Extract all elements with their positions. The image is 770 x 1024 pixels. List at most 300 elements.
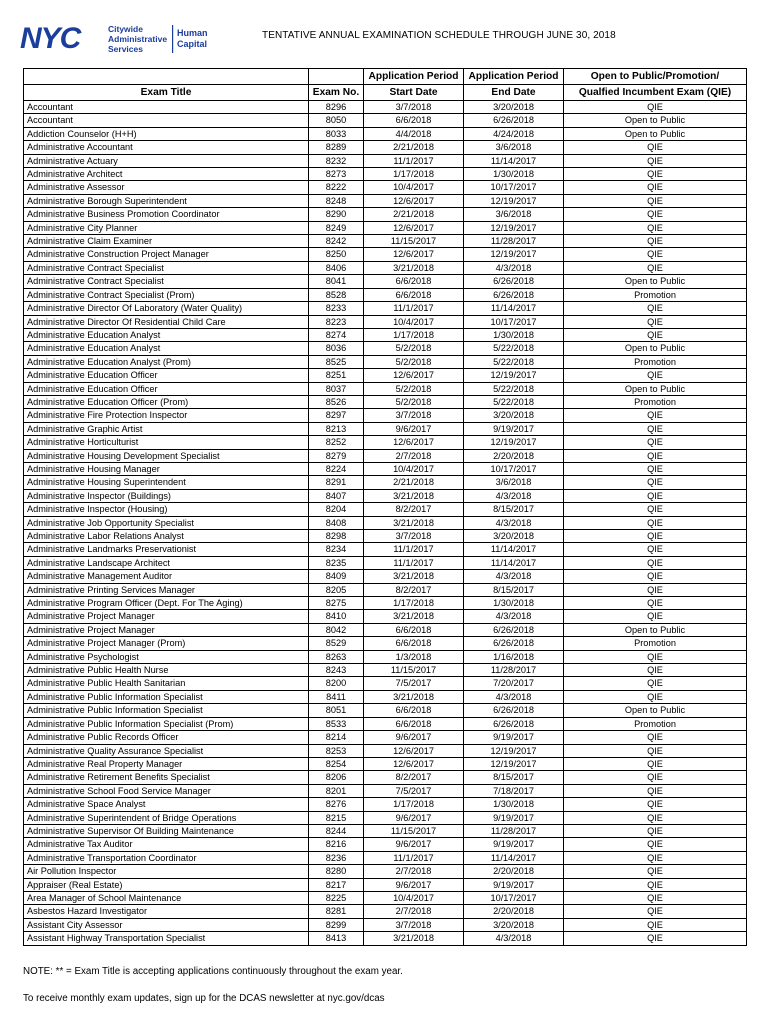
exam-type-cell: QIE — [564, 261, 747, 274]
exam-type-cell: Open to Public — [564, 275, 747, 288]
exam-type-cell: QIE — [564, 154, 747, 167]
table-row — [24, 838, 747, 851]
exam-type-cell: QIE — [564, 476, 747, 489]
start-date-cell: 2/7/2018 — [364, 865, 464, 878]
exam-no-cell: 8253 — [309, 744, 364, 757]
table-row — [24, 891, 747, 904]
exam-type-cell: QIE — [564, 878, 747, 891]
table-row — [24, 288, 747, 301]
exam-no-cell: 8409 — [309, 570, 364, 583]
table-row — [24, 784, 747, 797]
exam-title-cell: Administrative Public Information Specialist — [24, 704, 309, 717]
exam-no-cell: 8413 — [309, 932, 364, 945]
exam-type-cell: Open to Public — [564, 382, 747, 395]
exam-no-cell: 8213 — [309, 422, 364, 435]
end-date-cell: 3/20/2018 — [464, 918, 564, 931]
table-row — [24, 690, 747, 703]
table-row — [24, 422, 747, 435]
exam-title-cell: Administrative Housing Superintendent — [24, 476, 309, 489]
end-date-cell: 2/20/2018 — [464, 905, 564, 918]
start-date-cell: 5/2/2018 — [364, 355, 464, 368]
end-date-cell: 11/14/2017 — [464, 556, 564, 569]
start-date-cell: 6/6/2018 — [364, 275, 464, 288]
table-row — [24, 141, 747, 154]
exam-no-cell: 8290 — [309, 208, 364, 221]
exam-title-cell: Administrative Labor Relations Analyst — [24, 530, 309, 543]
end-date-cell: 1/30/2018 — [464, 597, 564, 610]
end-date-cell: 8/15/2017 — [464, 771, 564, 784]
end-date-cell: 3/6/2018 — [464, 141, 564, 154]
exam-type-cell: Open to Public — [564, 114, 747, 127]
end-date-cell: 4/24/2018 — [464, 127, 564, 140]
exam-title-cell: Administrative Education Officer — [24, 369, 309, 382]
table-row — [24, 717, 747, 730]
exam-title-cell: Administrative Claim Examiner — [24, 235, 309, 248]
exam-title-cell: Administrative Contract Specialist — [24, 261, 309, 274]
table-row — [24, 932, 747, 945]
exam-title-cell: Administrative Inspector (Housing) — [24, 503, 309, 516]
exam-title-cell: Administrative Project Manager — [24, 623, 309, 636]
start-date-cell: 3/21/2018 — [364, 932, 464, 945]
exam-title-cell: Administrative Job Opportunity Specialist — [24, 516, 309, 529]
table-row — [24, 918, 747, 931]
end-date-cell: 9/19/2017 — [464, 422, 564, 435]
exam-no-cell: 8525 — [309, 355, 364, 368]
start-date-cell: 3/7/2018 — [364, 101, 464, 114]
table-row — [24, 570, 747, 583]
exam-no-cell: 8254 — [309, 757, 364, 770]
end-date-cell: 7/18/2017 — [464, 784, 564, 797]
exam-no-cell: 8279 — [309, 449, 364, 462]
exam-title-cell: Administrative Construction Project Manager — [24, 248, 309, 261]
exam-type-cell: QIE — [564, 181, 747, 194]
start-date-cell: 3/21/2018 — [364, 261, 464, 274]
table-row — [24, 664, 747, 677]
exam-no-cell: 8248 — [309, 194, 364, 207]
table-row — [24, 610, 747, 623]
logo-wordmark: NYC — [20, 22, 81, 55]
end-date-cell: 11/28/2017 — [464, 664, 564, 677]
footnote: NOTE: ** = Exam Title is accepting applications continuously throughout the exam year. — [23, 966, 403, 977]
exam-title-cell: Administrative Landscape Architect — [24, 556, 309, 569]
header-exam-title: Exam Title — [24, 85, 309, 101]
start-date-cell: 5/2/2018 — [364, 342, 464, 355]
exam-no-cell: 8223 — [309, 315, 364, 328]
exam-type-cell: QIE — [564, 784, 747, 797]
table-row — [24, 101, 747, 114]
table-row — [24, 731, 747, 744]
header-end-date: End Date — [464, 85, 564, 101]
table-row — [24, 637, 747, 650]
start-date-cell: 2/7/2018 — [364, 905, 464, 918]
exam-no-cell: 8050 — [309, 114, 364, 127]
start-date-cell: 8/2/2017 — [364, 503, 464, 516]
table-row — [24, 811, 747, 824]
start-date-cell: 4/4/2018 — [364, 127, 464, 140]
exam-title-cell: Administrative Education Officer (Prom) — [24, 395, 309, 408]
end-date-cell: 5/22/2018 — [464, 382, 564, 395]
table-row — [24, 744, 747, 757]
start-date-cell: 11/1/2017 — [364, 543, 464, 556]
exam-schedule-table — [23, 68, 747, 946]
exam-title-cell: Administrative Public Information Specialist — [24, 690, 309, 703]
exam-title-cell: Administrative Horticulturist — [24, 436, 309, 449]
end-date-cell: 4/3/2018 — [464, 261, 564, 274]
exam-no-cell: 8276 — [309, 798, 364, 811]
exam-no-cell: 8242 — [309, 235, 364, 248]
exam-type-cell: QIE — [564, 489, 747, 502]
exam-title-cell: Administrative Public Health Sanitarian — [24, 677, 309, 690]
exam-type-cell: QIE — [564, 194, 747, 207]
exam-type-cell: QIE — [564, 771, 747, 784]
exam-title-cell: Assistant City Assessor — [24, 918, 309, 931]
exam-no-cell: 8214 — [309, 731, 364, 744]
table-row — [24, 168, 747, 181]
exam-type-cell: QIE — [564, 905, 747, 918]
exam-type-cell: QIE — [564, 315, 747, 328]
exam-title-cell: Administrative Director Of Laboratory (Water Quality) — [24, 302, 309, 315]
table-body — [24, 101, 747, 946]
end-date-cell: 2/20/2018 — [464, 865, 564, 878]
table-row — [24, 208, 747, 221]
exam-title-cell: Administrative Printing Services Manager — [24, 583, 309, 596]
exam-title-cell: Administrative Housing Manager — [24, 462, 309, 475]
exam-no-cell: 8274 — [309, 328, 364, 341]
exam-type-cell: QIE — [564, 449, 747, 462]
start-date-cell: 12/6/2017 — [364, 194, 464, 207]
end-date-cell: 3/6/2018 — [464, 208, 564, 221]
table-row — [24, 342, 747, 355]
start-date-cell: 2/21/2018 — [364, 208, 464, 221]
start-date-cell: 12/6/2017 — [364, 757, 464, 770]
exam-title-cell: Administrative Project Manager (Prom) — [24, 637, 309, 650]
exam-no-cell: 8407 — [309, 489, 364, 502]
exam-title-cell: Administrative Contract Specialist (Prom) — [24, 288, 309, 301]
header-exam-no: Exam No. — [309, 85, 364, 101]
exam-no-cell: 8217 — [309, 878, 364, 891]
exam-type-cell: QIE — [564, 757, 747, 770]
table-row — [24, 905, 747, 918]
start-date-cell: 6/6/2018 — [364, 288, 464, 301]
start-date-cell: 3/7/2018 — [364, 530, 464, 543]
exam-type-cell: Open to Public — [564, 342, 747, 355]
start-date-cell: 10/4/2017 — [364, 315, 464, 328]
start-date-cell: 12/6/2017 — [364, 744, 464, 757]
end-date-cell: 12/19/2017 — [464, 757, 564, 770]
start-date-cell: 1/17/2018 — [364, 597, 464, 610]
exam-no-cell: 8222 — [309, 181, 364, 194]
end-date-cell: 9/19/2017 — [464, 811, 564, 824]
exam-type-cell: QIE — [564, 556, 747, 569]
end-date-cell: 12/19/2017 — [464, 221, 564, 234]
end-date-cell: 6/26/2018 — [464, 275, 564, 288]
exam-type-cell: QIE — [564, 543, 747, 556]
header-end-top: Application Period — [464, 69, 564, 85]
exam-type-cell: QIE — [564, 838, 747, 851]
end-date-cell: 6/26/2018 — [464, 704, 564, 717]
start-date-cell: 3/7/2018 — [364, 409, 464, 422]
header-exam-no-top — [309, 69, 364, 85]
exam-no-cell: 8051 — [309, 704, 364, 717]
end-date-cell: 11/28/2017 — [464, 235, 564, 248]
exam-type-cell: QIE — [564, 583, 747, 596]
end-date-cell: 6/26/2018 — [464, 114, 564, 127]
exam-no-cell: 8275 — [309, 597, 364, 610]
end-date-cell: 11/14/2017 — [464, 302, 564, 315]
table-row — [24, 851, 747, 864]
start-date-cell: 12/6/2017 — [364, 248, 464, 261]
start-date-cell: 6/6/2018 — [364, 704, 464, 717]
exam-no-cell: 8200 — [309, 677, 364, 690]
exam-title-cell: Assistant Highway Transportation Specialist — [24, 932, 309, 945]
exam-no-cell: 8042 — [309, 623, 364, 636]
exam-title-cell: Administrative Psychologist — [24, 650, 309, 663]
exam-type-cell: QIE — [564, 530, 747, 543]
end-date-cell: 12/19/2017 — [464, 436, 564, 449]
exam-no-cell: 8533 — [309, 717, 364, 730]
header-row-2 — [24, 85, 747, 101]
nyc-dcas-logo — [20, 22, 220, 56]
start-date-cell: 9/6/2017 — [364, 838, 464, 851]
exam-type-cell: QIE — [564, 503, 747, 516]
exam-type-cell: QIE — [564, 677, 747, 690]
header-start-date: Start Date — [364, 85, 464, 101]
newsletter-link-text: To receive monthly exam updates, sign up for the DCAS newsletter at nyc.gov/dcas — [23, 993, 385, 1004]
table-header — [24, 69, 747, 101]
exam-no-cell: 8406 — [309, 261, 364, 274]
exam-no-cell: 8250 — [309, 248, 364, 261]
table-row — [24, 154, 747, 167]
table-row — [24, 409, 747, 422]
start-date-cell: 12/6/2017 — [364, 436, 464, 449]
exam-type-cell: QIE — [564, 221, 747, 234]
exam-title-cell: Administrative Project Manager — [24, 610, 309, 623]
exam-no-cell: 8041 — [309, 275, 364, 288]
exam-no-cell: 8201 — [309, 784, 364, 797]
exam-no-cell: 8299 — [309, 918, 364, 931]
end-date-cell: 8/15/2017 — [464, 503, 564, 516]
exam-title-cell: Administrative Business Promotion Coordinator — [24, 208, 309, 221]
table-row — [24, 516, 747, 529]
table-row — [24, 127, 747, 140]
exam-no-cell: 8243 — [309, 664, 364, 677]
end-date-cell: 6/26/2018 — [464, 717, 564, 730]
header-type-top: Open to Public/Promotion/ — [564, 69, 747, 85]
exam-no-cell: 8411 — [309, 690, 364, 703]
end-date-cell: 10/17/2017 — [464, 181, 564, 194]
end-date-cell: 12/19/2017 — [464, 194, 564, 207]
table-row — [24, 757, 747, 770]
exam-title-cell: Administrative Public Information Specialist (Prom) — [24, 717, 309, 730]
start-date-cell: 6/6/2018 — [364, 114, 464, 127]
table-row — [24, 395, 747, 408]
start-date-cell: 10/4/2017 — [364, 462, 464, 475]
end-date-cell: 4/3/2018 — [464, 489, 564, 502]
exam-type-cell: QIE — [564, 409, 747, 422]
exam-type-cell: QIE — [564, 141, 747, 154]
table-row — [24, 623, 747, 636]
exam-type-cell: QIE — [564, 101, 747, 114]
exam-type-cell: QIE — [564, 891, 747, 904]
exam-title-cell: Addiction Counselor (H+H) — [24, 127, 309, 140]
logo-agency-line-3: Services — [108, 44, 143, 54]
table-row — [24, 328, 747, 341]
exam-type-cell: QIE — [564, 650, 747, 663]
exam-title-cell: Administrative Assessor — [24, 181, 309, 194]
exam-title-cell: Administrative Public Records Officer — [24, 731, 309, 744]
exam-type-cell: Promotion — [564, 637, 747, 650]
exam-title-cell: Administrative Education Analyst — [24, 342, 309, 355]
exam-title-cell: Appraiser (Real Estate) — [24, 878, 309, 891]
exam-title-cell: Administrative Supervisor Of Building Maintenance — [24, 824, 309, 837]
table-row — [24, 355, 747, 368]
exam-title-cell: Accountant — [24, 101, 309, 114]
start-date-cell: 2/7/2018 — [364, 449, 464, 462]
table-row — [24, 235, 747, 248]
exam-no-cell: 8234 — [309, 543, 364, 556]
exam-title-cell: Administrative Inspector (Buildings) — [24, 489, 309, 502]
exam-no-cell: 8273 — [309, 168, 364, 181]
start-date-cell: 6/6/2018 — [364, 717, 464, 730]
exam-no-cell: 8526 — [309, 395, 364, 408]
end-date-cell: 9/19/2017 — [464, 838, 564, 851]
exam-type-cell: QIE — [564, 851, 747, 864]
table-row — [24, 315, 747, 328]
exam-title-cell: Administrative Superintendent of Bridge Operations — [24, 811, 309, 824]
exam-type-cell: Promotion — [564, 355, 747, 368]
exam-type-cell: QIE — [564, 690, 747, 703]
end-date-cell: 11/28/2017 — [464, 824, 564, 837]
table-row — [24, 583, 747, 596]
exam-title-cell: Area Manager of School Maintenance — [24, 891, 309, 904]
exam-no-cell: 8233 — [309, 302, 364, 315]
exam-no-cell: 8252 — [309, 436, 364, 449]
exam-type-cell: QIE — [564, 918, 747, 931]
table-row — [24, 798, 747, 811]
exam-no-cell: 8036 — [309, 342, 364, 355]
exam-title-cell: Administrative Education Officer — [24, 382, 309, 395]
exam-type-cell: Open to Public — [564, 127, 747, 140]
exam-type-cell: QIE — [564, 436, 747, 449]
header-row-1 — [24, 69, 747, 85]
exam-type-cell: QIE — [564, 744, 747, 757]
logo-graphic — [20, 22, 220, 56]
end-date-cell: 11/14/2017 — [464, 543, 564, 556]
start-date-cell: 8/2/2017 — [364, 771, 464, 784]
end-date-cell: 9/19/2017 — [464, 878, 564, 891]
exam-type-cell: Open to Public — [564, 704, 747, 717]
exam-no-cell: 8251 — [309, 369, 364, 382]
exam-no-cell: 8297 — [309, 409, 364, 422]
end-date-cell: 3/6/2018 — [464, 476, 564, 489]
table-row — [24, 677, 747, 690]
start-date-cell: 11/1/2017 — [364, 851, 464, 864]
exam-no-cell: 8236 — [309, 851, 364, 864]
end-date-cell: 10/17/2017 — [464, 315, 564, 328]
exam-no-cell: 8216 — [309, 838, 364, 851]
exam-title-cell: Administrative Quality Assurance Specialist — [24, 744, 309, 757]
start-date-cell: 2/21/2018 — [364, 476, 464, 489]
start-date-cell: 9/6/2017 — [364, 422, 464, 435]
start-date-cell: 7/5/2017 — [364, 677, 464, 690]
exam-type-cell: Promotion — [564, 288, 747, 301]
exam-no-cell: 8263 — [309, 650, 364, 663]
start-date-cell: 3/21/2018 — [364, 570, 464, 583]
end-date-cell: 10/17/2017 — [464, 462, 564, 475]
table-row — [24, 771, 747, 784]
end-date-cell: 12/19/2017 — [464, 744, 564, 757]
start-date-cell: 7/5/2017 — [364, 784, 464, 797]
exam-title-cell: Administrative Tax Auditor — [24, 838, 309, 851]
table-row — [24, 503, 747, 516]
exam-type-cell: QIE — [564, 328, 747, 341]
exam-type-cell: QIE — [564, 248, 747, 261]
table-row — [24, 704, 747, 717]
header-exam-title-top — [24, 69, 309, 85]
table-row — [24, 369, 747, 382]
table-row — [24, 650, 747, 663]
start-date-cell: 12/6/2017 — [364, 221, 464, 234]
exam-no-cell: 8529 — [309, 637, 364, 650]
end-date-cell: 3/20/2018 — [464, 530, 564, 543]
exam-type-cell: QIE — [564, 865, 747, 878]
table-row — [24, 221, 747, 234]
exam-title-cell: Administrative Management Auditor — [24, 570, 309, 583]
start-date-cell: 9/6/2017 — [364, 731, 464, 744]
start-date-cell: 11/15/2017 — [364, 824, 464, 837]
start-date-cell: 10/4/2017 — [364, 181, 464, 194]
table-row — [24, 275, 747, 288]
end-date-cell: 1/30/2018 — [464, 168, 564, 181]
table-row — [24, 194, 747, 207]
exam-type-cell: QIE — [564, 168, 747, 181]
exam-title-cell: Administrative Actuary — [24, 154, 309, 167]
start-date-cell: 8/2/2017 — [364, 583, 464, 596]
table-row — [24, 302, 747, 315]
end-date-cell: 7/20/2017 — [464, 677, 564, 690]
end-date-cell: 4/3/2018 — [464, 932, 564, 945]
table-row — [24, 248, 747, 261]
logo-agency-line-2: Administrative — [108, 34, 168, 44]
table-row — [24, 261, 747, 274]
table-row — [24, 530, 747, 543]
start-date-cell: 1/17/2018 — [364, 798, 464, 811]
exam-title-cell: Administrative School Food Service Manager — [24, 784, 309, 797]
end-date-cell: 11/14/2017 — [464, 851, 564, 864]
start-date-cell: 3/21/2018 — [364, 489, 464, 502]
end-date-cell: 4/3/2018 — [464, 570, 564, 583]
start-date-cell: 1/17/2018 — [364, 328, 464, 341]
end-date-cell: 6/26/2018 — [464, 288, 564, 301]
exam-type-cell: QIE — [564, 422, 747, 435]
end-date-cell: 4/3/2018 — [464, 610, 564, 623]
exam-type-cell: QIE — [564, 235, 747, 248]
end-date-cell: 10/17/2017 — [464, 891, 564, 904]
logo-agency-line-1: Citywide — [108, 24, 143, 34]
exam-type-cell: QIE — [564, 369, 747, 382]
table-row — [24, 449, 747, 462]
end-date-cell: 3/20/2018 — [464, 409, 564, 422]
end-date-cell: 5/22/2018 — [464, 342, 564, 355]
exam-title-cell: Administrative Director Of Residential Child Care — [24, 315, 309, 328]
start-date-cell: 3/21/2018 — [364, 690, 464, 703]
table-row — [24, 556, 747, 569]
exam-title-cell: Administrative City Planner — [24, 221, 309, 234]
exam-no-cell: 8235 — [309, 556, 364, 569]
start-date-cell: 6/6/2018 — [364, 637, 464, 650]
exam-title-cell: Administrative Landmarks Preservationist — [24, 543, 309, 556]
start-date-cell: 11/1/2017 — [364, 556, 464, 569]
